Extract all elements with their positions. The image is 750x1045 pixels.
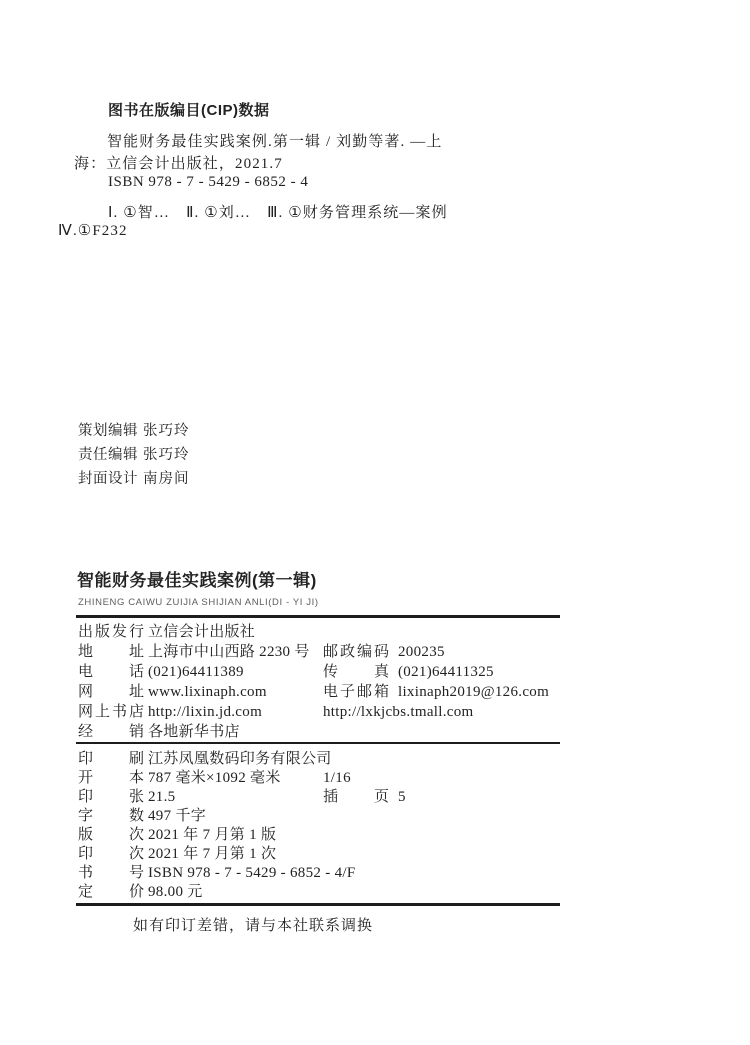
exchange-note: 如有印订差错，请与本社联系调换	[133, 918, 374, 934]
info-value-right: 200235	[398, 644, 445, 660]
info-label: 电话	[78, 664, 144, 680]
info-row	[78, 807, 406, 826]
cip-title-author-line: 智能财务最佳实践案例.第一辑 / 刘勤等著. —上	[107, 134, 443, 150]
info-row	[78, 702, 549, 722]
info-value-right: 5	[398, 789, 406, 805]
cip-isbn-line: ISBN 978 - 7 - 5429 - 6852 - 4	[108, 174, 309, 190]
info-label-right: 电子邮箱	[323, 684, 389, 700]
info-row	[78, 682, 549, 702]
credit-role-label: 策划编辑	[78, 423, 138, 439]
info-value: (021)64411389	[148, 664, 244, 680]
info-value: www.lixinaph.com	[148, 684, 267, 700]
info-label-right: 邮政编码	[323, 644, 389, 660]
info-row	[78, 769, 406, 788]
info-value: 98.00 元	[148, 884, 203, 900]
publishing-info-table	[78, 622, 549, 742]
info-value-right: (021)64411325	[398, 664, 494, 680]
info-label: 开本	[78, 770, 144, 786]
info-label-right: 传真	[323, 664, 389, 680]
info-row	[78, 864, 406, 883]
info-row	[78, 622, 549, 642]
info-value-right: lixinaph2019@126.com	[398, 684, 550, 700]
book-title: 智能财务最佳实践案例(第一辑)	[77, 571, 317, 590]
info-row	[78, 845, 406, 864]
info-label: 地址	[78, 644, 144, 660]
info-value-right: http://lxkjcbs.tmall.com	[323, 704, 474, 720]
info-row	[78, 662, 549, 682]
info-value: 各地新华书店	[148, 724, 240, 740]
info-row	[78, 642, 549, 662]
info-label: 书号	[78, 865, 144, 881]
credit-person-name: 张巧玲	[143, 447, 190, 463]
info-value: http://lixin.jd.com	[148, 704, 263, 720]
info-value: 2021 年 7 月第 1 版	[148, 827, 277, 843]
book-title-pinyin: ZHINENG CAIWU ZUIJIA SHIJIAN ANLI(DI - YI JI)	[78, 597, 319, 608]
info-label: 印次	[78, 846, 144, 862]
info-value: 21.5	[148, 789, 176, 805]
info-row	[78, 788, 406, 807]
info-row	[78, 883, 406, 902]
info-value: ISBN 978 - 7 - 5429 - 6852 - 4/F	[148, 865, 356, 881]
info-label: 网址	[78, 684, 144, 700]
cip-publisher-line: 海：立信会计出版社，2021.7	[74, 156, 283, 172]
info-value: 497 千字	[148, 808, 207, 824]
info-value: 江苏凤凰数码印务有限公司	[148, 751, 332, 767]
credit-person-name: 张巧玲	[143, 423, 190, 439]
info-value-right: 1/16	[323, 770, 351, 786]
info-label: 网上书店	[78, 704, 144, 720]
info-label: 字数	[78, 808, 144, 824]
info-value: 2021 年 7 月第 1 次	[148, 846, 277, 862]
info-row	[78, 826, 406, 845]
printing-info-table	[78, 750, 406, 902]
credit-role-label: 责任编辑	[78, 447, 138, 463]
cip-heading: 图书在版编目(CIP)数据	[108, 102, 270, 119]
info-label: 定价	[78, 884, 144, 900]
info-label-right: 插页	[323, 789, 389, 805]
credits-section	[78, 419, 190, 491]
credit-role-label: 封面设计	[78, 471, 138, 487]
info-label: 版次	[78, 827, 144, 843]
info-value: 立信会计出版社	[148, 624, 256, 640]
divider-middle	[76, 742, 560, 744]
divider-bottom	[76, 903, 560, 906]
divider-top	[76, 615, 560, 618]
credit-row	[78, 443, 190, 467]
credit-row	[78, 419, 190, 443]
info-value: 上海市中山西路 2230 号	[148, 644, 310, 660]
info-label: 出版发行	[78, 624, 144, 640]
info-label: 印张	[78, 789, 144, 805]
credit-person-name: 南房间	[143, 471, 190, 487]
credit-row	[78, 467, 190, 491]
info-row	[78, 750, 406, 769]
info-label: 经销	[78, 724, 144, 740]
info-value: 787 毫米×1092 毫米	[148, 770, 281, 786]
info-row	[78, 722, 549, 742]
cip-classification-code: Ⅳ.①F232	[58, 223, 128, 239]
info-label: 印刷	[78, 751, 144, 767]
cip-classification-line: Ⅰ. ①智… Ⅱ. ①刘… Ⅲ. ①财务管理系统—案例	[108, 205, 448, 221]
